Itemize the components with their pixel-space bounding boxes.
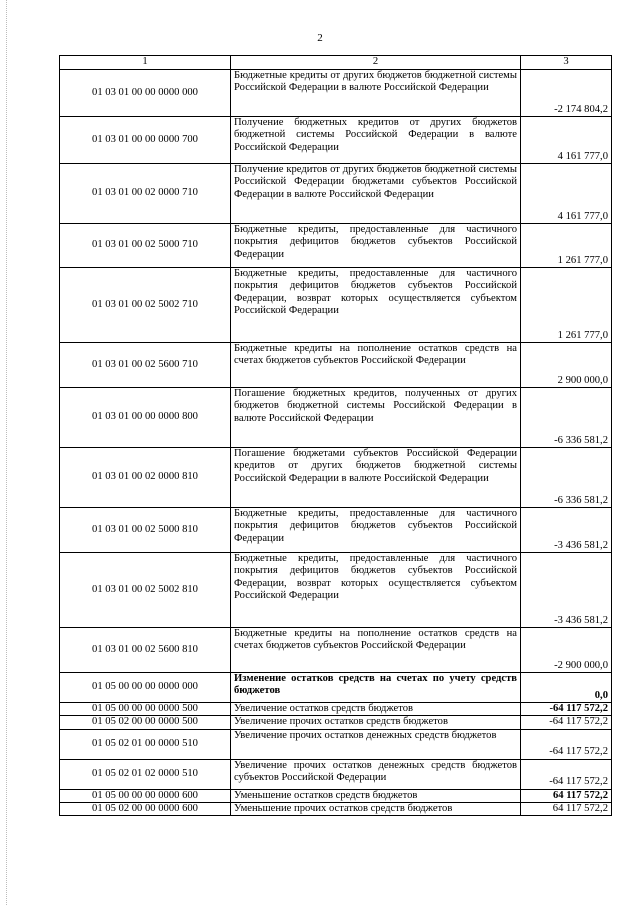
description-cell: Бюджетные кредиты, предоставленные для частичного покрытия дефицитов бюджетов субъектов Российской Федерации [231,508,521,553]
description-cell: Увеличение прочих остатков средств бюджетов [231,716,521,729]
amount-cell: 64 117 572,2 [521,789,612,802]
budget-code-cell: 01 05 00 00 00 0000 500 [60,703,231,716]
description-cell: Бюджетные кредиты от других бюджетов бюджетной системы Российской Федерации в валюте Российской Федерации [231,70,521,117]
description-cell: Изменение остатков средств на счетах по учету средств бюджетов [231,673,521,703]
table-row [60,164,612,224]
table-row [60,759,612,789]
table-row [60,553,612,628]
budget-code-cell: 01 03 01 00 02 5000 710 [60,224,231,268]
budget-code-cell: 01 03 01 00 02 5002 810 [60,553,231,628]
budget-code-cell: 01 03 01 00 02 5600 710 [60,343,231,388]
description-cell: Бюджетные кредиты, предоставленные для частичного покрытия дефицитов бюджетов субъектов Российской Федерации, возврат которых осуществляется субъектом Российской Федерации [231,553,521,628]
table-row [60,729,612,759]
table-row [60,224,612,268]
table-row [60,448,612,508]
budget-code-cell: 01 03 01 00 02 5600 810 [60,628,231,673]
description-cell: Уменьшение остатков средств бюджетов [231,789,521,802]
budget-code-cell: 01 05 02 01 00 0000 510 [60,729,231,759]
amount-cell: -2 174 804,2 [521,70,612,117]
table-row [60,802,612,815]
column-header: 2 [231,56,521,70]
column-header: 3 [521,56,612,70]
budget-code-cell: 01 05 02 00 00 0000 500 [60,716,231,729]
budget-code-cell: 01 05 02 01 02 0000 510 [60,759,231,789]
amount-cell: -64 117 572,2 [521,729,612,759]
table-row [60,673,612,703]
table-row [60,117,612,164]
budget-code-cell: 01 03 01 00 00 0000 700 [60,117,231,164]
description-cell: Увеличение прочих остатков денежных средств бюджетов субъектов Российской Федерации [231,759,521,789]
budget-code-cell: 01 03 01 00 02 5000 810 [60,508,231,553]
amount-cell: -3 436 581,2 [521,553,612,628]
scan-edge-line [6,0,7,905]
table-header-row [60,56,612,70]
table-row [60,789,612,802]
description-cell: Получение бюджетных кредитов от других бюджетов бюджетной системы Российской Федерации в валюте Российской Федерации [231,117,521,164]
amount-cell: -3 436 581,2 [521,508,612,553]
budget-code-cell: 01 03 01 00 02 0000 710 [60,164,231,224]
amount-cell: -64 117 572,2 [521,703,612,716]
budget-code-cell: 01 03 01 00 02 5002 710 [60,268,231,343]
description-cell: Бюджетные кредиты, предоставленные для частичного покрытия дефицитов бюджетов субъектов Российской Федерации [231,224,521,268]
amount-cell: 0,0 [521,673,612,703]
table-row [60,70,612,117]
amount-cell: -64 117 572,2 [521,716,612,729]
table-row [60,628,612,673]
table-row [60,508,612,553]
budget-code-cell: 01 03 01 00 00 0000 000 [60,70,231,117]
description-cell: Бюджетные кредиты на пополнение остатков средств на счетах бюджетов субъектов Российской Федерации [231,343,521,388]
column-header: 1 [60,56,231,70]
amount-cell: 1 261 777,0 [521,268,612,343]
table-row [60,716,612,729]
table-row [60,703,612,716]
table-row [60,388,612,448]
description-cell: Погашение бюджетных кредитов, полученных от других бюджетов бюджетной системы Российской Федерации в валюте Российской Федерации [231,388,521,448]
description-cell: Получение кредитов от других бюджетов бюджетной системы Российской Федерации бюджетами субъектов Российской Федерации в валюте Российской Федерации [231,164,521,224]
budget-code-cell: 01 03 01 00 02 0000 810 [60,448,231,508]
description-cell: Бюджетные кредиты на пополнение остатков средств на счетах бюджетов субъектов Российской Федерации [231,628,521,673]
description-cell: Уменьшение прочих остатков средств бюджетов [231,802,521,815]
budget-code-cell: 01 05 00 00 00 0000 600 [60,789,231,802]
description-cell: Бюджетные кредиты, предоставленные для частичного покрытия дефицитов бюджетов субъектов Российской Федерации, возврат которых осуществляется субъектом Российской Федерации [231,268,521,343]
amount-cell: 4 161 777,0 [521,164,612,224]
description-cell: Погашение бюджетами субъектов Российской Федерации кредитов от других бюджетов бюджетной системы Российской Федерации в валюте Российской Федерации [231,448,521,508]
page-number: 2 [317,32,323,44]
description-cell: Увеличение прочих остатков денежных средств бюджетов [231,729,521,759]
amount-cell: -6 336 581,2 [521,388,612,448]
description-cell: Увеличение остатков средств бюджетов [231,703,521,716]
budget-code-cell: 01 05 00 00 00 0000 000 [60,673,231,703]
amount-cell: 64 117 572,2 [521,802,612,815]
amount-cell: -64 117 572,2 [521,759,612,789]
budget-sources-table [59,55,612,816]
table-row [60,268,612,343]
table-row [60,343,612,388]
amount-cell: 1 261 777,0 [521,224,612,268]
amount-cell: -2 900 000,0 [521,628,612,673]
budget-code-cell: 01 03 01 00 00 0000 800 [60,388,231,448]
budget-code-cell: 01 05 02 00 00 0000 600 [60,802,231,815]
amount-cell: 2 900 000,0 [521,343,612,388]
amount-cell: -6 336 581,2 [521,448,612,508]
amount-cell: 4 161 777,0 [521,117,612,164]
